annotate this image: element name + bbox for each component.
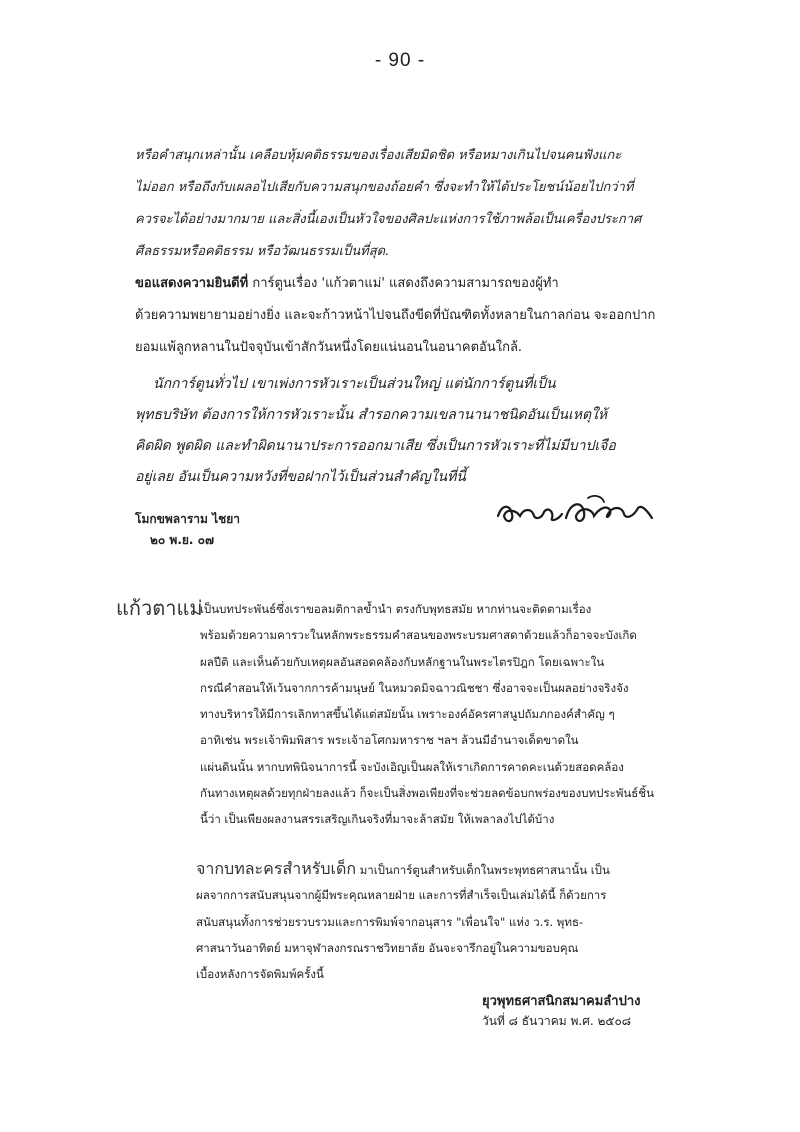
paragraph-line: กันทางเหตุผลด้วยทุกฝ่ายลงแล้ว ก็จะเป็นสิ่งพอเพียงที่จะช่วยลดข้อบกพร่องของบทประพันธ์ชิ้น [200, 786, 654, 801]
paragraph-line: พุทธบริษัท ต้องการให้การหัวเราะนั้น สำรอกความเขลานานาชนิดอันเป็นเหตุให้ [135, 407, 608, 423]
congratulations-line1: การ์ตูนเรื่อง 'แก้วตาแม่' แสดงถึงความสามารถของผู้ทำ [248, 276, 559, 291]
paragraph-line: สนับสนุนทั้งการช่วยรวบรวมและการพิมพ์จากอนุสาร "เพื่อนใจ" แห่ง ว.ร. พุทธ- [196, 914, 584, 929]
paragraph-line: เบื้องหลังการจัดพิมพ์ครั้งนี้ [196, 967, 324, 982]
paragraph-line: ผลปีติ และเห็นด้วยกับเหตุผลอันสอดคล้องกับหลักฐานในพระไตรปิฎก โดยเฉพาะใน [200, 654, 605, 669]
signature-place: โมกขพลาราม ไชยา [135, 512, 241, 526]
page-number: - 90 - [374, 50, 426, 71]
paragraph-line: หรือคำสนุกเหล่านั้น เคลือบหุ้มคติธรรมของเรื่องเสียมิดชิด หรือหมางเกินไปจนคนฟังแกะ [135, 148, 622, 163]
organization-date: วันที่ ๘ ธันวาคม พ.ศ. ๒๕๐๘ [482, 1014, 632, 1028]
paragraph-cartoonists [135, 369, 616, 493]
paragraph-line [135, 268, 655, 300]
paragraph-line: นี้ว่า เป็นเพียงผลงานสรรเสริญเกินจริงที่มาจะล้าสมัย ให้เพลาลงไปได้บ้าง [200, 812, 555, 827]
paragraph-line: ผลจากการสนับสนุนจากผู้มีพระคุณหลายฝ่าย และการที่สำเร็จเป็นเล่มได้นี้ ก็ด้วยการ [196, 888, 607, 903]
paragraph-line: นักการ์ตูนทั่วไป เขาเพ่งการหัวเราะเป็นส่วนใหญ่ แต่นักการ์ตูนที่เป็น [153, 376, 556, 392]
paragraph-congratulations [135, 268, 655, 364]
paragraph-line: ควรจะได้อย่างมากมาย และสิ่งนี้เองเป็นหัวใจของศิลปะแห่งการใช้ภาพล้อเป็นเครื่องประกาศ [135, 212, 642, 227]
paragraph-line: อยู่เลย อันเป็นความหวังที่ขอฝากไว้เป็นส่วนสำคัญในที่นี้ [135, 469, 466, 485]
paragraph-line: กรณีคำสอนให้เว้นจากการค้ามนุษย์ ในหมวดมิจฉาวณิชชา ซึ่งอาจจะเป็นผลอย่างจริงจัง [200, 680, 629, 695]
paragraph-intro [135, 140, 641, 268]
paragraph-line: พร้อมด้วยความคารวะในหลักพระธรรมคำสอนของพระบรมศาสดาด้วยแล้วก็อาจจะบังเกิด [200, 628, 637, 643]
acknowledgement-lead: จากบทละครสำหรับเด็ก [196, 859, 357, 878]
paragraph-line: ศีลธรรมหรือคติธรรม หรือวัฒนธรรมเป็นที่สุด. [135, 244, 390, 259]
paragraph-line: ทางบริหารให้มีการเลิกทาสขึ้นได้แต่สมัยนั้น เพราะองค์อัครศาสนูปถัมภกองค์สำคัญ ๆ [200, 707, 615, 722]
paragraph-line: ยอมแพ้ลูกหลานในปัจจุบันเข้าสักวันหนึ่งโดยแน่นอนในอนาคตอันใกล้. [135, 340, 523, 355]
paragraph-line: ไม่ออก หรือถึงกับเผลอไปเสียกับความสนุกของถ้อยคำ ซึ่งจะทำให้ได้ประโยชน์น้อยไปกว่าที่ [135, 180, 634, 195]
paragraph-line [196, 856, 610, 882]
paragraph-line: ด้วยความพยายามอย่างยิ่ง และจะก้าวหน้าไปจนถึงขีดที่บัณฑิตทั้งหลายในกาลก่อน จะออกปาก [135, 308, 656, 323]
paragraph-line: ศาสนาวันอาทิตย์ มหาจุฬาลงกรณราชวิทยาลัย อันจะจารึกอยู่ในความขอบคุณ [196, 940, 579, 955]
paragraph-line: แผ่นดินนั้น หากบทพินิจนาการนี้ จะบังเอิญเป็นผลให้เราเกิดการคาดคะเนด้วยสอดคล้อง [200, 759, 624, 774]
acknowledgement-line1: มาเป็นการ์ตูนสำหรับเด็กในพระพุทธศาสนานั้น เป็น [356, 863, 610, 877]
section-title: แก้วตาแม่ [116, 596, 203, 620]
paragraph-line: อาทิเช่น พระเจ้าพิมพิสาร พระเจ้าอโศกมหาราช ฯลฯ ล้วนมีอำนาจเด็ดขาดใน [200, 733, 579, 748]
paragraph-story-description [200, 596, 654, 833]
paragraph-line: คิดผิด พูดผิด และทำผิดนานาประการออกมาเสีย ซึ่งเป็นการหัวเราะที่ไม่มีบาปเจือ [135, 438, 616, 454]
signature-date: ๒๐ พ.ย. ๐๗ [150, 533, 214, 547]
handwritten-signature [492, 490, 662, 534]
paragraph-line: เป็นบทประพันธ์ซึ่งเราขอลมติกาลข้ำนำ ตรงกับพุทธสมัย หากท่านจะติดตามเรื่อง [200, 602, 592, 616]
congratulations-lead: ขอแสดงความยินดีที่ [135, 276, 249, 291]
paragraph-acknowledgement [196, 856, 610, 987]
organization-name: ยุวพุทธศาสนิกสมาคมลำปาง [482, 994, 641, 1009]
